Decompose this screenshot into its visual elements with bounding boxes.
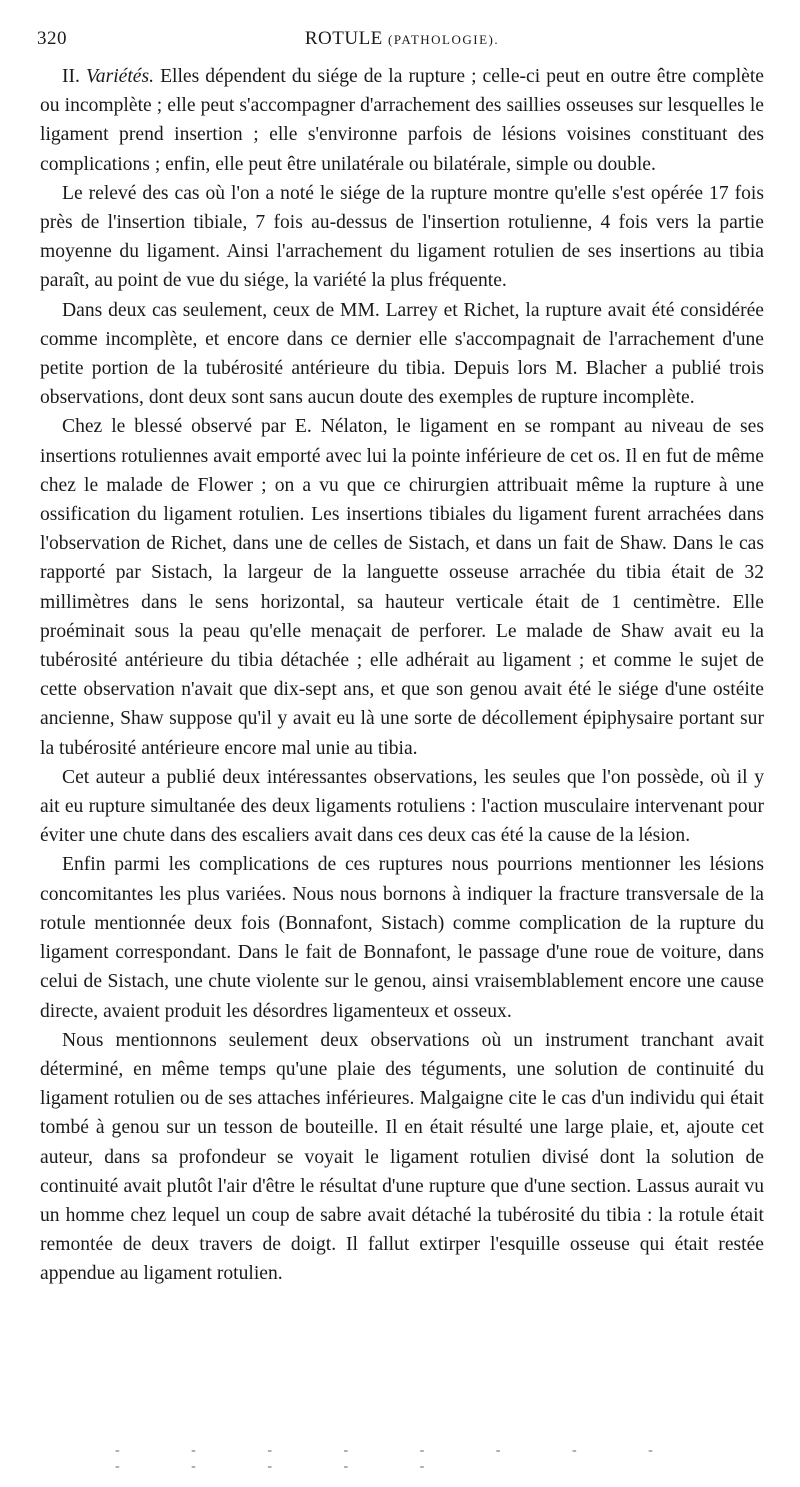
section-title: Variétés. <box>86 66 155 87</box>
page-header <box>37 28 764 60</box>
body-text <box>40 62 764 1289</box>
paragraph-text: Elles dépendent du siége de la rupture ; celle-ci peut en outre être complète ou incomplète ; elle peut s'accompagner d'arrachement des saillies osseuses sur lesquelles le ligament prend insertion ; elle s'environne parfois de lésions voisines constituant des complications ; enfin, elle peut être unilatérale ou bilatérale, simple ou double. <box>40 66 765 175</box>
document-page <box>37 28 765 1289</box>
paragraph-6: Enfin parmi les complications de ces ruptures nous pourrions mentionner les lésions concomitantes les plus variées. Nous nous bornons à indiquer la fracture transversale de la rotule mentionnée deux fois (Bonnafont, Sistach) comme complication de la rupture du ligament correspondant. Dans le fait de Bonnafont, le passage d'une roue de voiture, dans celui de Sistach, une chute violente sur le genou, ainsi vraisemblablement encore une cause directe, avaient produit les désordres ligamenteux et osseux. <box>40 854 764 1022</box>
paragraph-1 <box>40 62 764 179</box>
running-head <box>40 28 764 50</box>
paragraph-3: Dans deux cas seulement, ceux de MM. Larrey et Richet, la rupture avait été considérée comme incomplète, et encore dans ce dernier elle s'accompagnait de l'arrachement d'une petite portion de la tubérosité antérieure du tibia. Depuis lors M. Blacher a publié trois observations, dont deux sont sans aucun doute des exemples de rupture incomplète. <box>40 299 764 409</box>
paragraph-5: Cet auteur a publié deux intéressantes observations, les seules que l'on possède, où il y ait eu rupture simultanée des deux ligaments rotuliens : l'action musculaire intervenant pour éviter une chute dans des escaliers avait dans ces deux cas été la cause de la lésion. <box>40 766 764 847</box>
paragraph-2: Le relevé des cas où l'on a noté le siége de la rupture montre qu'elle s'est opérée 17 fois près de l'insertion tibiale, 7 fois au-dessus de l'insertion rotulienne, 4 fois vers la partie moyenne du ligament. Ainsi l'arrachement du ligament rotulien de ses insertions au tibia paraît, au point de vue du siége, la variété la plus fréquente. <box>40 182 764 292</box>
page-bottom-rule: - - - - - - - - - - - - - <box>115 1443 687 1474</box>
running-title: ROTULE <box>304 28 383 49</box>
section-label: II. <box>62 66 80 87</box>
running-subtitle: (PATHOLOGIE). <box>388 32 500 47</box>
paragraph-7: Nous mentionnons seulement deux observations où un instrument tranchant avait déterminé, en même temps qu'une plaie des téguments, une solution de continuité du ligament rotulien ou de ses attaches inférieures. Malgaigne cite le cas d'un individu qui était tombé à genou sur un tesson de bouteille. Il en était résulté une large plaie, et, ajoute cet auteur, dans sa profondeur se voyait le ligament rotulien divisé dont la solution de continuité avait plutôt l'air d'être le résultat d'une rupture que d'une section. Lassus aurait vu un homme chez lequel un coup de sabre avait détaché la tubérosité du tibia : la rotule était remontée de deux travers de doigt. Il fallut extirper l'esquille osseuse qui était restée appendue au ligament rotulien. <box>40 1029 764 1285</box>
paragraph-4: Chez le blessé observé par E. Nélaton, le ligament en se rompant au niveau de ses insertions rotuliennes avait emporté avec lui la pointe inférieure de cet os. Il en fut de même chez le malade de Flower ; on a vu que ce chirurgien attribuait même la rupture à une ossification du ligament rotulien. Les insertions tibiales du ligament furent arrachées dans l'observation de Richet, dans une de celles de Sistach, et dans un fait de Shaw. Dans le cas rapporté par Sistach, la largeur de la languette osseuse arrachée du tibia était de 32 millimètres dans le sens horizontal, sa hauteur verticale était de 1 centimètre. Elle proéminait sous la peau qu'elle menaçait de perforer. Le malade de Shaw avait eu la tubérosité antérieure du tibia détachée ; elle adhérait au ligament ; et comme le sujet de cette observation n'avait que dix-sept ans, et que son genou avait été le siége d'une ostéite ancienne, Shaw suppose qu'il y avait eu là une sorte de décollement épiphysaire portant sur la tubérosité antérieure encore mal unie au tibia. <box>40 416 764 759</box>
page-number: 320 <box>37 28 67 49</box>
